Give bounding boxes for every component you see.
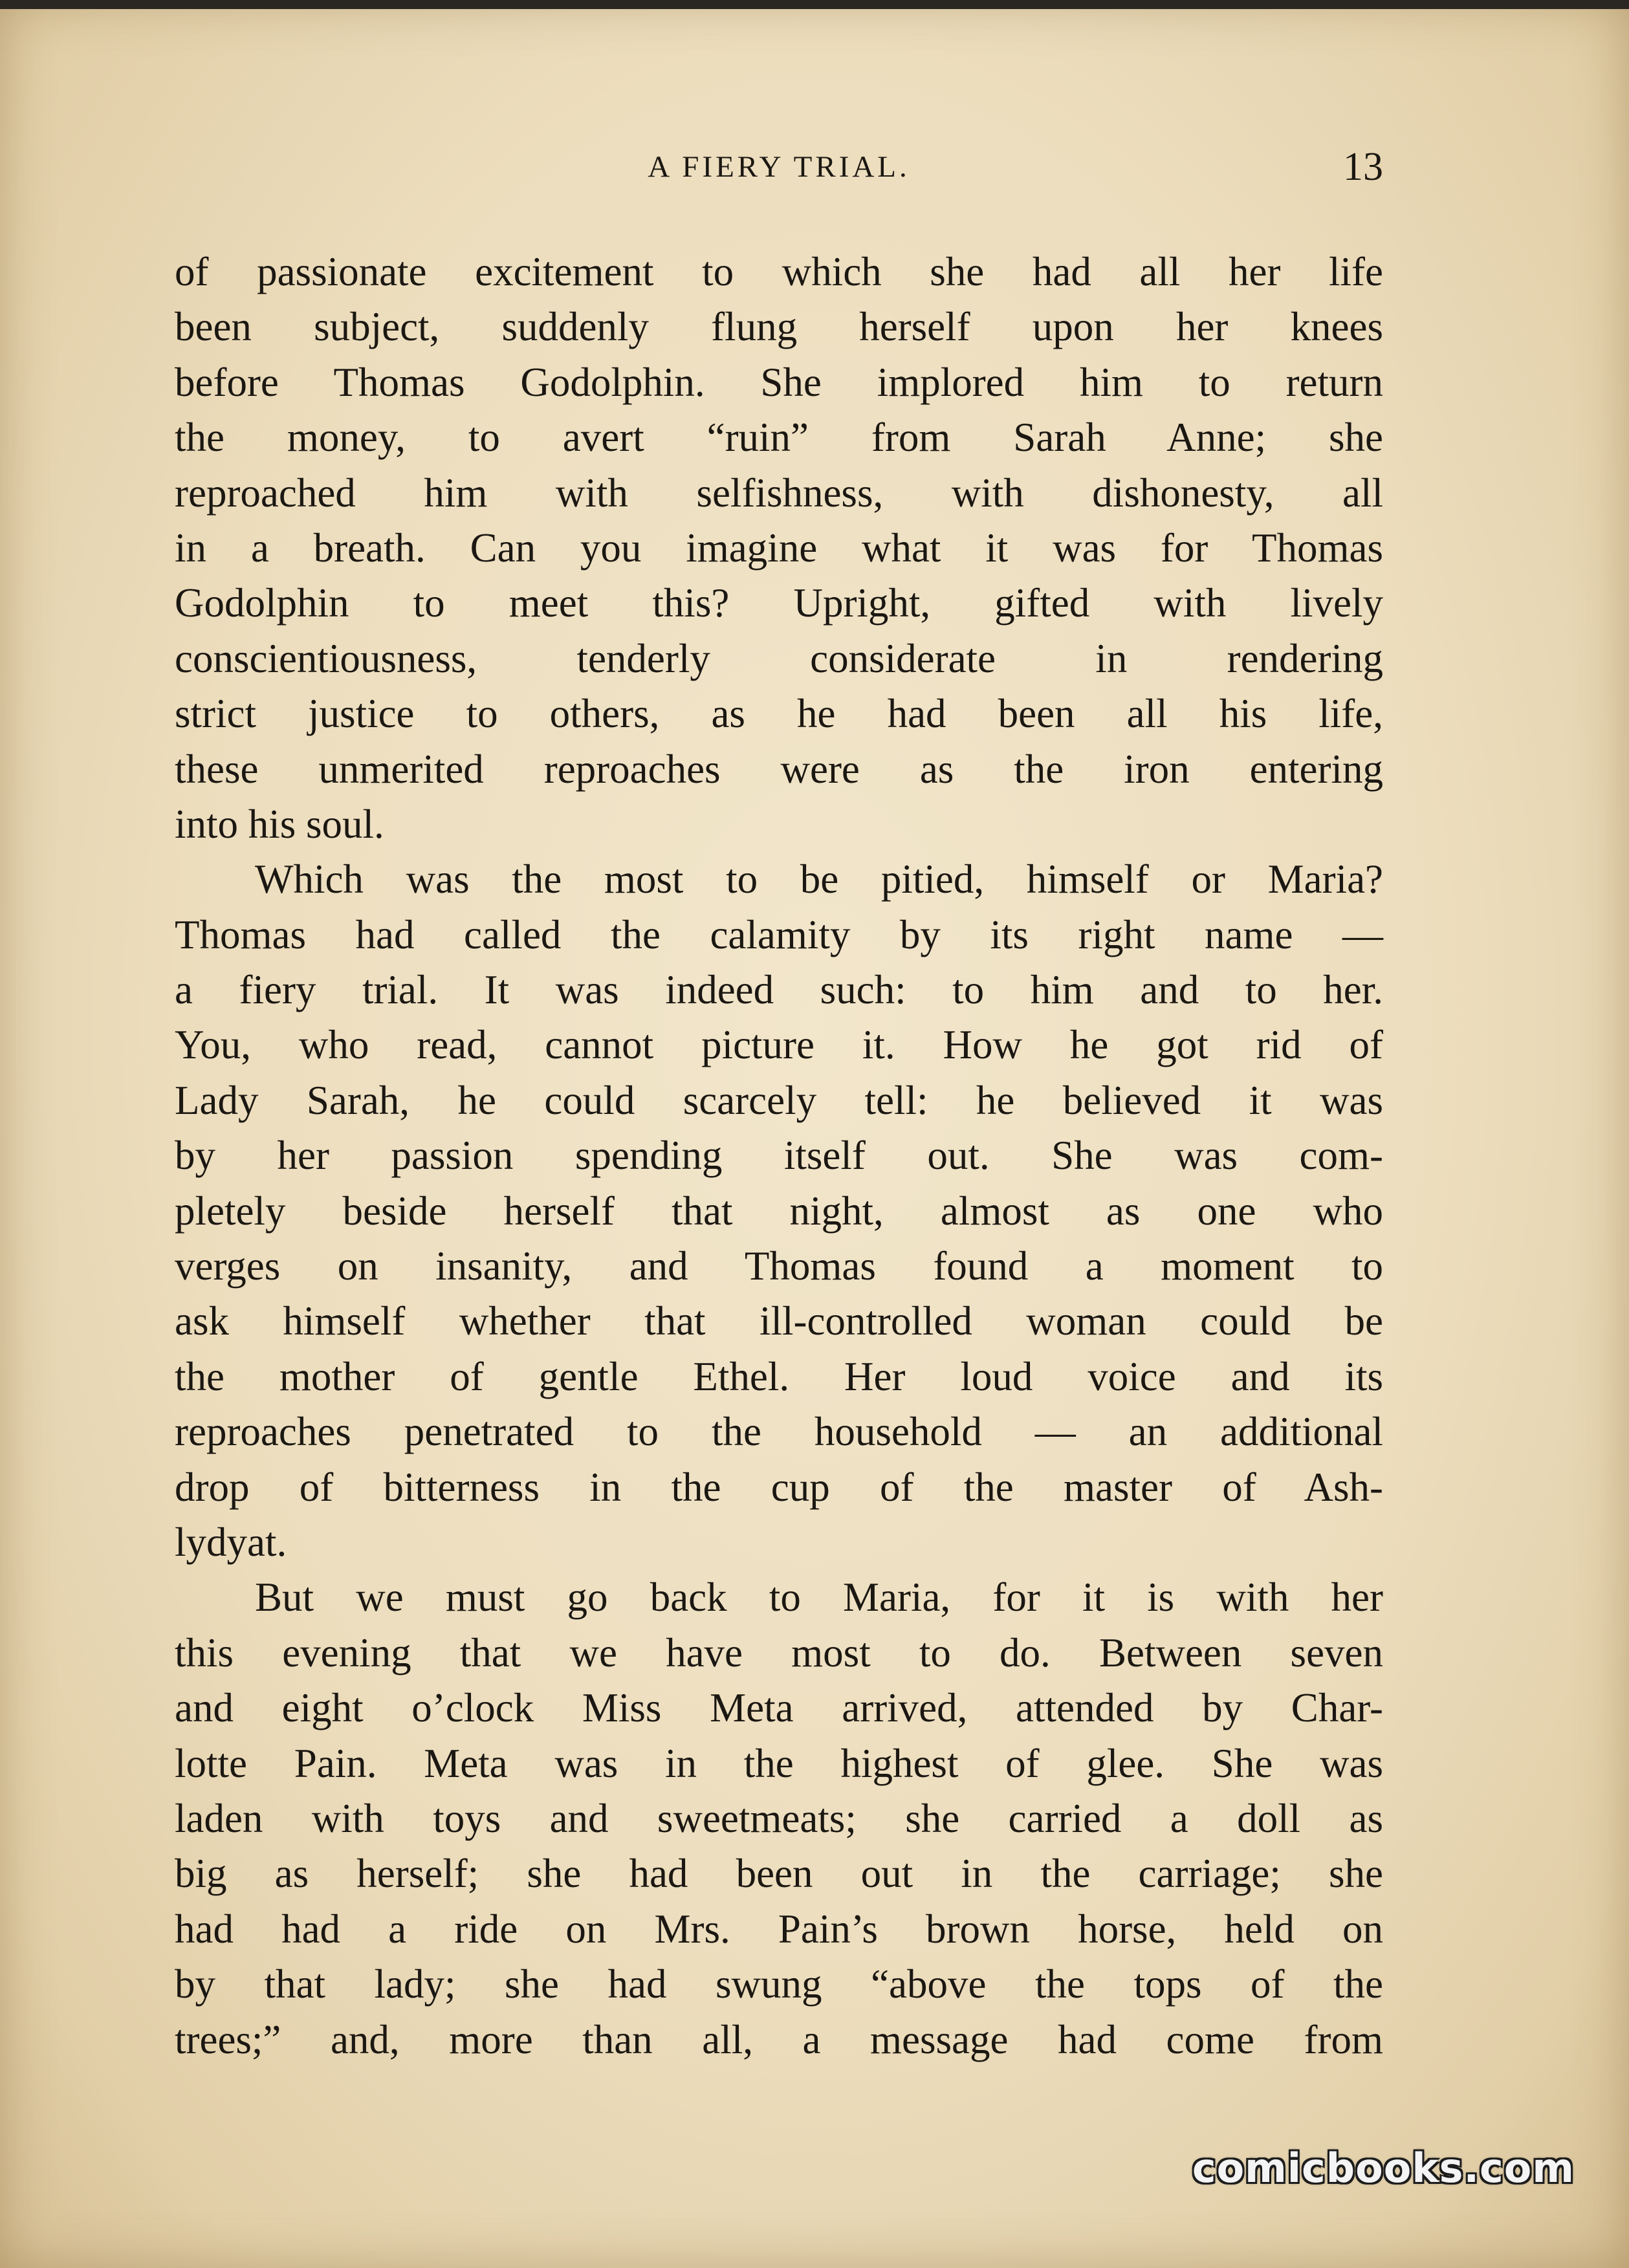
text-line: these unmerited reproaches were as the iron entering xyxy=(175,746,1383,792)
running-head xyxy=(175,141,1383,193)
page-number: 13 xyxy=(1343,145,1383,189)
text-line: drop of bitterness in the cup of the master of Ash- xyxy=(175,1464,1383,1510)
text-line: a fiery trial. It was indeed such: to him and to her. xyxy=(175,967,1383,1013)
text-line: and eight o’clock Miss Meta arrived, attended by Char- xyxy=(175,1685,1383,1731)
running-title: A FIERY TRIAL. xyxy=(648,150,910,184)
text-line: been subject, suddenly flung herself upon her knees xyxy=(175,304,1383,350)
text-line: the money, to avert “ruin” from Sarah Anne; she xyxy=(175,415,1383,461)
text-line: Lady Sarah, he could scarcely tell: he believed it was xyxy=(175,1077,1383,1123)
text-line: You, who read, cannot picture it. How he got rid of xyxy=(175,1022,1383,1068)
text-line: by that lady; she had swung “above the tops of the xyxy=(175,1961,1383,2007)
text-line: by her passion spending itself out. She was com- xyxy=(175,1133,1383,1179)
text-line: into his soul. xyxy=(175,801,384,847)
text-line: of passionate excitement to which she had all her life xyxy=(175,249,1383,294)
text-line: verges on insanity, and Thomas found a moment to xyxy=(175,1243,1383,1289)
text-line: big as herself; she had been out in the carriage; she xyxy=(175,1851,1383,1897)
text-line: lotte Pain. Meta was in the highest of glee. She was xyxy=(175,1740,1383,1786)
text-line: trees;” and, more than all, a message had come from xyxy=(175,2016,1383,2062)
text-line: strict justice to others, as he had been all his life, xyxy=(175,691,1383,737)
text-line: reproached him with selfishness, with dishonesty, all xyxy=(175,470,1383,516)
body-text xyxy=(175,245,1383,2067)
watermark-logo: comicbooks.com xyxy=(1192,2144,1575,2192)
text-line: had had a ride on Mrs. Pain’s brown horse, held on xyxy=(175,1906,1383,1952)
text-line: ask himself whether that ill-controlled woman could be xyxy=(175,1298,1383,1344)
text-line: Godolphin to meet this? Upright, gifted with lively xyxy=(175,580,1383,626)
text-line: in a breath. Can you imagine what it was for Thomas xyxy=(175,525,1383,571)
text-line: reproaches penetrated to the household — an additional xyxy=(175,1409,1383,1455)
text-line: lydyat. xyxy=(175,1519,287,1565)
text-line: pletely beside herself that night, almost as one who xyxy=(175,1188,1383,1234)
text-line: Which was the most to be pitied, himself or Maria? xyxy=(255,856,1383,902)
text-line: Thomas had called the calamity by its right name — xyxy=(175,911,1383,957)
text-line: before Thomas Godolphin. She implored him to return xyxy=(175,359,1383,405)
text-line: this evening that we have most to do. Between seven xyxy=(175,1630,1383,1675)
text-line: conscientiousness, tenderly considerate in rendering xyxy=(175,635,1383,681)
text-line: the mother of gentle Ethel. Her loud voice and its xyxy=(175,1353,1383,1399)
text-line: laden with toys and sweetmeats; she carried a doll as xyxy=(175,1795,1383,1841)
text-line: But we must go back to Maria, for it is with her xyxy=(255,1575,1383,1620)
